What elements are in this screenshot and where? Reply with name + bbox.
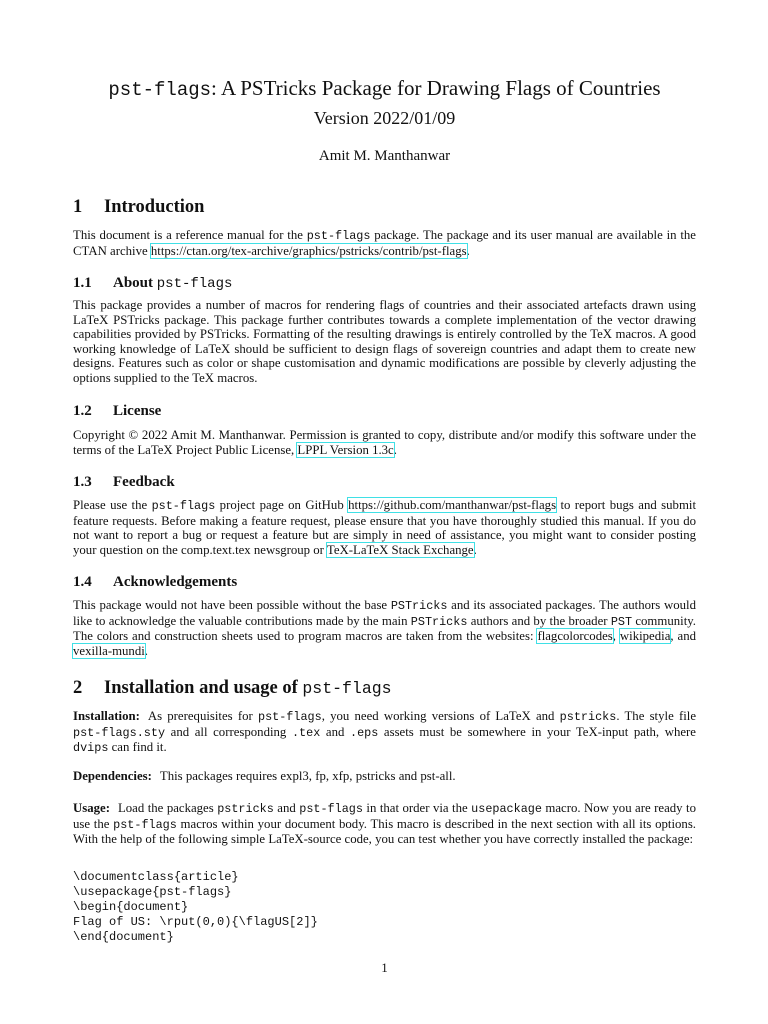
package-name: pst-flags <box>299 802 363 816</box>
package-name: pst-flags <box>306 229 371 243</box>
about-paragraph: This package provides a number of macros for rendering flags of countries and their associated artefacts drawn using LaTeX PSTricks package. This package further contributes towards a complete implementation of the vector drawing capabilities provided by PSTricks. Formatting of the resulting drawings is entirely controlled by the TeX macros. A good working knowledge of LaTeX should be sufficient to design flags of sovereign countries and adapt them to create new designs. Features such as color or shape customisation and dynamic modifications are possible by cleverly adjusting the options supplied to the TeX macros. <box>73 298 696 385</box>
subsection-title: License <box>113 403 162 419</box>
installation-paragraph <box>73 709 696 756</box>
author-name: Amit M. Manthanwar <box>318 148 451 164</box>
text-run: . <box>473 542 477 557</box>
runin-heading: Dependencies: <box>73 769 152 783</box>
subsection-1-1-heading <box>73 275 232 292</box>
text-run: . <box>393 442 397 457</box>
text-run: . <box>144 643 148 658</box>
intro-paragraph <box>73 228 696 258</box>
section-number: 1 <box>73 197 83 217</box>
package-name: PSTricks <box>410 614 468 629</box>
ctan-link[interactable]: https://ctan.org/tex-archive/graphics/pstricks/contrib/pst-flags <box>150 243 467 258</box>
text-run: . <box>466 243 470 258</box>
text-run: Please use the <box>73 498 152 512</box>
text-run: and <box>273 801 300 815</box>
code-line: \documentclass{article} <box>73 870 239 884</box>
paper-title <box>73 76 696 101</box>
text-run: and <box>320 724 350 739</box>
subsection-number: 1.3 <box>73 474 92 490</box>
subsection-1-3-heading <box>73 474 175 491</box>
text-run: assets must be somewhere in your TeX-input path, where <box>378 724 696 739</box>
macro-name: usepackage <box>471 802 542 816</box>
license-paragraph <box>73 428 696 457</box>
dependencies-paragraph <box>73 769 696 784</box>
code-line: Flag of US: \rput(0,0){\flagUS[2]} <box>73 915 318 929</box>
text-run: in that order via the <box>362 801 472 815</box>
flagcolorcodes-link[interactable]: flagcolorcodes <box>537 629 613 644</box>
package-name: pst-flags <box>113 817 177 832</box>
text-run: This packages requires expl3, fp, xfp, pstricks and pst-all. <box>159 769 456 783</box>
title-package-name: pst-flags <box>108 79 212 101</box>
section-2-heading <box>73 678 392 699</box>
text-run: community. The colors and construction sheets used to program macros are taken from the websites: <box>73 613 697 644</box>
page-number: 1 <box>381 960 388 975</box>
package-name: pst-flags <box>151 499 216 513</box>
github-link[interactable]: https://github.com/manthanwar/pst-flags <box>348 498 557 512</box>
text-run: Copyright © 2022 Amit M. Manthanwar. Permission is granted to copy, distribute and/or modify this software under the terms of the LaTeX Project Public License, <box>73 428 696 457</box>
text-run: and its associated packages. The authors would like to acknowledge the valuable contributions made by the main <box>73 598 696 628</box>
file-extension: .tex <box>291 725 321 740</box>
package-name: PSTricks <box>390 599 448 613</box>
text-run: This package would not have been possible without the base <box>73 598 391 612</box>
text-run: , you need working versions of LaTeX and <box>321 709 560 723</box>
code-line: \usepackage{pst-flags} <box>73 885 232 899</box>
text-run: macro. Now you are ready to use the <box>73 801 696 831</box>
file-name: pst-flags.sty <box>73 725 166 740</box>
package-name: PST <box>610 614 633 629</box>
package-name: pst-flags <box>302 679 392 698</box>
subsection-title: About <box>113 275 157 291</box>
text-run: package. The package and its user manual are available in the CTAN archive <box>73 228 696 258</box>
vexilla-mundi-link[interactable]: vexilla-mundi <box>73 643 145 658</box>
text-run: project page on GitHub <box>215 498 349 512</box>
text-run: Load the packages <box>117 801 218 815</box>
code-line: \begin{document} <box>73 900 189 914</box>
text-run: As prerequisites for <box>147 709 258 723</box>
version-line: Version 2022/01/09 <box>313 108 456 128</box>
stackexchange-link[interactable]: TeX-LaTeX Stack Exchange <box>326 542 474 557</box>
text-run: macros within your document body. This macro is described in the next section with all its options. With the help of the following simple LaTeX-source code, you can test whether you have correctly installed the package: <box>73 816 696 847</box>
usage-paragraph <box>73 801 696 847</box>
subsection-number: 1.4 <box>73 574 92 590</box>
runin-heading: Installation: <box>73 709 140 723</box>
text-run: can find it. <box>108 740 167 755</box>
acknowledgements-paragraph <box>73 598 696 658</box>
subsection-1-2-heading <box>73 403 161 420</box>
section-number: 2 <box>73 678 83 698</box>
wikipedia-link[interactable]: wikipedia <box>619 629 671 644</box>
file-extension: .eps <box>349 725 379 740</box>
subsection-title: Feedback <box>113 474 175 490</box>
text-run: This document is a reference manual for the <box>73 228 307 242</box>
package-name: pst-flags <box>156 276 233 292</box>
subsection-1-4-heading <box>73 574 237 591</box>
text-run: , <box>612 629 620 644</box>
package-name: pstricks <box>217 802 274 816</box>
code-line: \end{document} <box>73 930 174 944</box>
text-run: , and <box>670 629 696 644</box>
runin-heading: Usage: <box>73 801 110 815</box>
section-1-heading <box>73 197 204 218</box>
text-run: . The style file <box>616 709 697 723</box>
subsection-title: Acknowledgements <box>113 574 238 590</box>
code-listing <box>73 870 696 945</box>
package-name: pstricks <box>559 710 617 724</box>
text-run: to report bugs and submit feature requests. Before making a feature request, please ensure that you have thoroughly studied this manual. If you do not want to report a bug or request a feature but are simply in need of assistance, you might want to consider posting your question on the comp.text.tex newsgroup or <box>73 498 697 557</box>
section-title: Introduction <box>104 197 205 217</box>
subsection-number: 1.2 <box>73 403 92 419</box>
section-title: Installation and usage of <box>104 678 303 698</box>
package-name: pst-flags <box>257 710 322 724</box>
program-name: dvips <box>73 741 109 756</box>
title-text: : A PSTricks Package for Drawing Flags of Countries <box>211 76 661 100</box>
text-run: and all corresponding <box>165 724 292 739</box>
text-run: authors and by the broader <box>467 613 611 628</box>
lppl-link[interactable]: LPPL Version 1.3c <box>297 442 394 457</box>
feedback-paragraph <box>73 498 696 557</box>
subsection-number: 1.1 <box>73 275 92 291</box>
